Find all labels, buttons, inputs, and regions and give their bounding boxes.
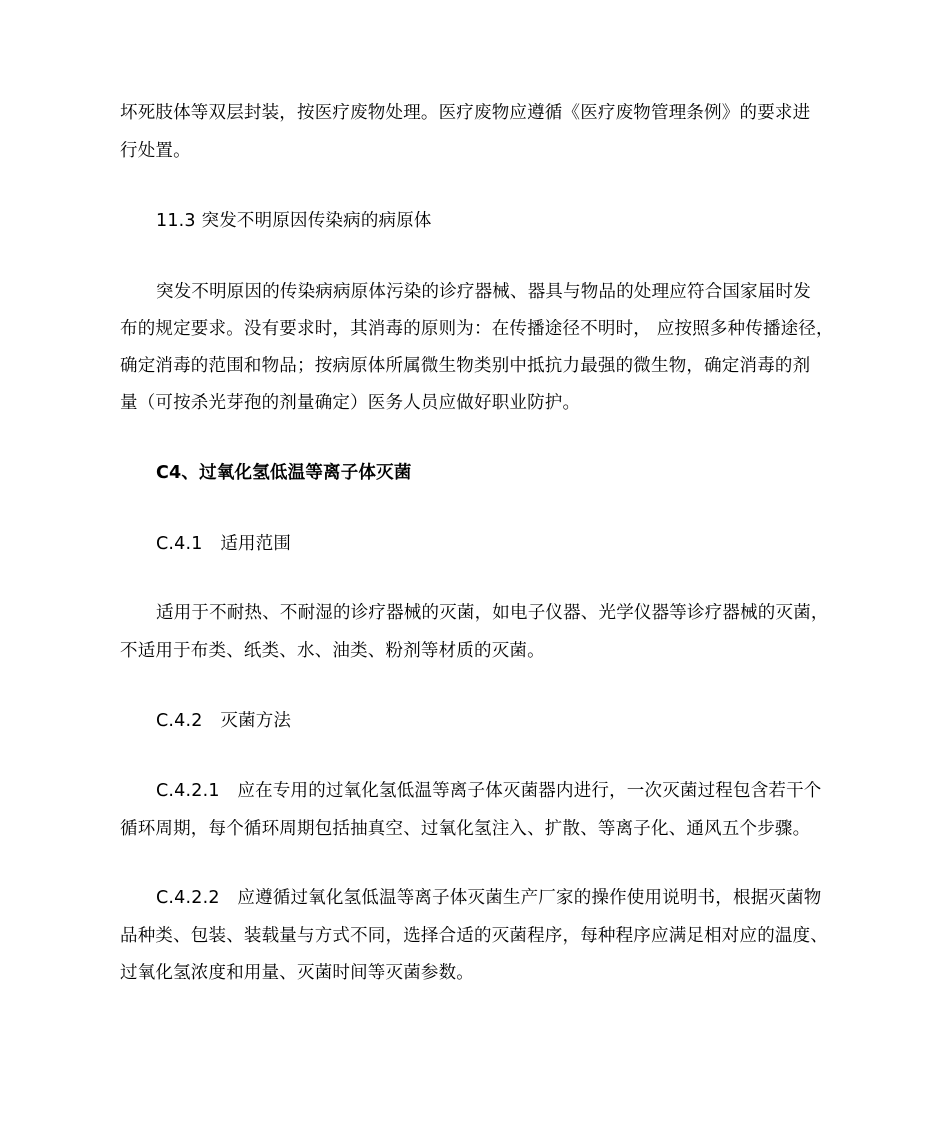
- paragraph-line: C.4.2.2 应遵循过氧化氢低温等离子体灭菌生产厂家的操作使用说明书，根据灭菌物: [156, 888, 822, 908]
- paragraph-line: 量（可按杀光芽孢的剂量确定）医务人员应做好职业防护。: [120, 393, 581, 413]
- paragraph-line: 循环周期，每个循环周期包括抽真空、过氧化氢注入、扩散、等离子化、通风五个步骤。: [120, 819, 811, 839]
- paragraph-line: 坏死肢体等双层封装，按医疗废物处理。医疗废物应遵循《医疗废物管理条例》的要求进: [120, 103, 811, 123]
- paragraph-line: 过氧化氢浓度和用量、灭菌时间等灭菌参数。: [120, 963, 474, 983]
- paragraph-line: 适用于不耐热、不耐湿的诊疗器械的灭菌，如电子仪器、光学仪器等诊疗器械的灭菌，: [156, 603, 829, 623]
- section-heading: 11.3 突发不明原因传染病的病原体: [156, 211, 432, 231]
- paragraph-line: 行处置。: [120, 141, 191, 161]
- paragraph-line: 品种类、包装、装载量与方式不同，选择合适的灭菌程序，每种程序应满足相对应的温度、: [120, 926, 828, 946]
- paragraph-line: 不适用于布类、纸类、水、油类、粉剂等材质的灭菌。: [120, 641, 545, 661]
- subsection-heading: C.4.1 适用范围: [156, 534, 292, 554]
- subsection-heading: C.4.2 灭菌方法: [156, 711, 292, 731]
- paragraph-line: 突发不明原因的传染病病原体污染的诊疗器械、器具与物品的处理应符合国家届时发: [156, 282, 811, 302]
- paragraph-line: 布的规定要求。没有要求时，其消毒的原则为：在传播途径不明时， 应按照多种传播途径，: [120, 319, 834, 339]
- chapter-heading: C4、过氧化氢低温等离子体灭菌: [156, 463, 412, 483]
- paragraph-line: 确定消毒的范围和物品；按病原体所属微生物类别中抵抗力最强的微生物，确定消毒的剂: [120, 356, 811, 376]
- paragraph-line: C.4.2.1 应在专用的过氧化氢低温等离子体灭菌器内进行，一次灭菌过程包含若干个: [156, 781, 822, 801]
